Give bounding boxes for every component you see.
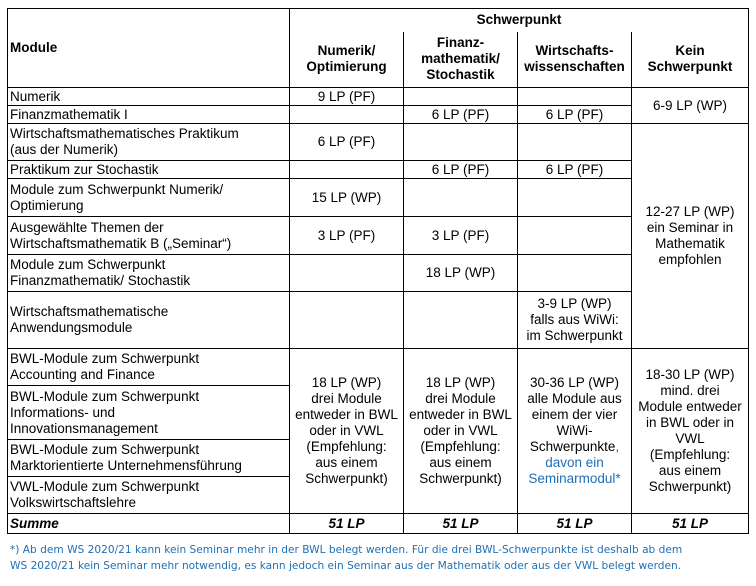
cell-bwl-kein: 18-30 LP (WP) mind. drei Module entweder in BWL oder in VWL (Empfehlung: aus einem Schwerpunkt) xyxy=(632,349,749,514)
footnote-line-1: *) Ab dem WS 2020/21 kann kein Seminar mehr in der BWL belegt werden. Für die drei BWL-Schwerpunkte ist deshalb ab dem xyxy=(10,544,683,556)
cell-kein-mid: 12-27 LP (WP) ein Seminar in Mathematik empfohlen xyxy=(632,124,749,349)
row-label-praktikum-num: Wirtschaftsmathematisches Praktikum (aus der Numerik) xyxy=(8,124,290,161)
cell-praktikum-num: 6 LP (PF) xyxy=(290,124,404,161)
row-label-mod-num: Module zum Schwerpunkt Numerik/ Optimierung xyxy=(8,179,290,217)
row-label-finanz1: Finanzmathematik I xyxy=(8,106,290,124)
cell-mod-fin: 18 LP (WP) xyxy=(404,255,518,292)
footnote xyxy=(10,542,750,574)
sum-numerik: 51 LP xyxy=(290,514,404,534)
footnote-line-2: WS 2020/21 kein Seminar mehr notwendig, es kann jedoch ein Seminar aus der Mathematik oder aus der VWL belegt werden. xyxy=(10,560,682,572)
sum-finanz: 51 LP xyxy=(404,514,518,534)
cell-praktikum-sto-fin: 6 LP (PF) xyxy=(404,161,518,179)
cell-bwl-wiwi: 30-36 LP (WP) alle Module aus einem der vier WiWi- Schwerpunkte, davon ein Seminarmodul* xyxy=(518,349,632,514)
row-label-seminar: Ausgewählte Themen der Wirtschaftsmathematik B („Seminar“) xyxy=(8,217,290,255)
cell-finanz1-fin: 6 LP (PF) xyxy=(404,106,518,124)
row-label-bwl-acc: BWL-Module zum Schwerpunkt Accounting and Finance xyxy=(8,349,290,386)
schwerpunkt-header: Schwerpunkt xyxy=(290,9,749,32)
row-label-anwendung: Wirtschaftsmathematische Anwendungsmodule xyxy=(8,292,290,349)
row-label-vwl: VWL-Module zum Schwerpunkt Volkswirtschaftslehre xyxy=(8,477,290,514)
module-header: Module xyxy=(8,9,290,88)
cell-kein-top: 6-9 LP (WP) xyxy=(632,88,749,124)
cell-seminar-num: 3 LP (PF) xyxy=(290,217,404,255)
row-label-mod-fin: Module zum Schwerpunkt Finanzmathematik/ Stochastik xyxy=(8,255,290,292)
cell-mod-num: 15 LP (WP) xyxy=(290,179,404,217)
sum-label: Summe xyxy=(8,514,290,534)
module-table xyxy=(7,8,749,534)
row-label-numerik: Numerik xyxy=(8,88,290,106)
col-header-numerik: Numerik/ Optimierung xyxy=(290,32,404,88)
cell-seminar-fin: 3 LP (PF) xyxy=(404,217,518,255)
row-label-praktikum-sto: Praktikum zur Stochastik xyxy=(8,161,290,179)
cell-anwendung-wiwi: 3-9 LP (WP) falls aus WiWi: im Schwerpunkt xyxy=(518,292,632,349)
cell-numerik-num: 9 LP (PF) xyxy=(290,88,404,106)
col-header-kein: Kein Schwerpunkt xyxy=(632,32,749,88)
cell-bwl-fin: 18 LP (WP) drei Module entweder in BWL oder in VWL (Empfehlung: aus einem Schwerpunkt) xyxy=(404,349,518,514)
col-header-finanz: Finanz- mathematik/ Stochastik xyxy=(404,32,518,88)
row-label-bwl-inf: BWL-Module zum Schwerpunkt Informations- und Innovationsmanagement xyxy=(8,386,290,440)
row-label-bwl-mkt: BWL-Module zum Schwerpunkt Marktorientierte Unternehmensführung xyxy=(8,440,290,477)
col-header-wiwi: Wirtschafts- wissenschaften xyxy=(518,32,632,88)
cell-bwl-num: 18 LP (WP) drei Module entweder in BWL oder in VWL (Empfehlung: aus einem Schwerpunkt) xyxy=(290,349,404,514)
sum-kein: 51 LP xyxy=(632,514,749,534)
cell-praktikum-sto-wiwi: 6 LP (PF) xyxy=(518,161,632,179)
sum-wiwi: 51 LP xyxy=(518,514,632,534)
cell-finanz1-wiwi: 6 LP (PF) xyxy=(518,106,632,124)
